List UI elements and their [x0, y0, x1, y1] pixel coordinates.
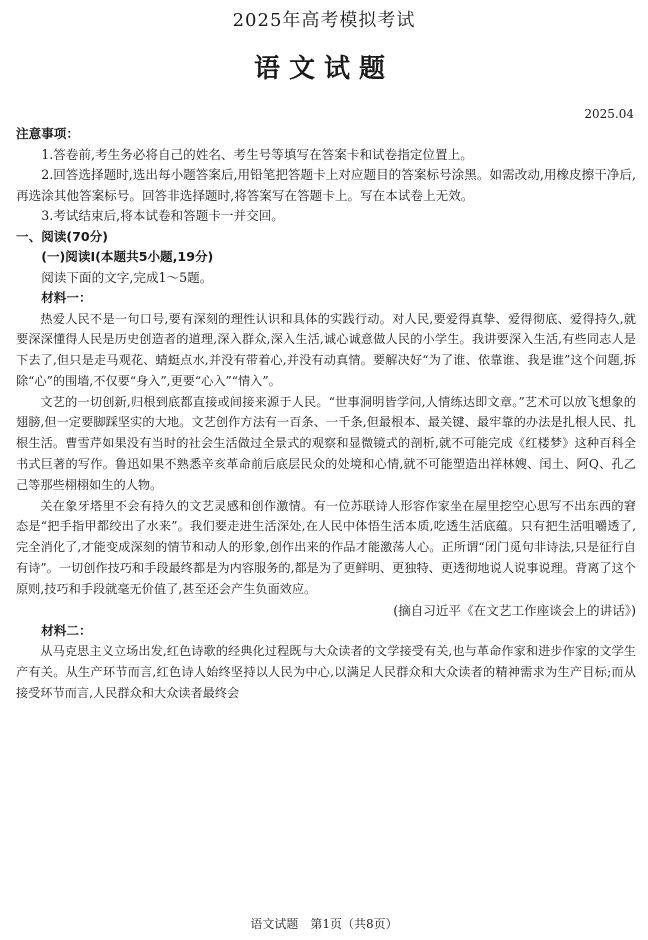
exam-title-main: 语文试题: [253, 54, 394, 84]
note-item: 3.考试结束后,将本试卷和答题卡一并交回。: [41, 208, 284, 223]
notes-heading: 注意事项：: [16, 126, 79, 141]
material1-paragraph: 关在象牙塔里不会有持久的文艺灵感和创作激情。有一位苏联诗人形容作家坐在屋里挖空心思写不出东西的窘态是“把手指甲都绞出了水来”。我们要走进生活深处,在人民中体悟生活本质,吃透生活底蕴。只有把生活咀嚼透了,完全消化了,才能变成深刻的情节和动人的形象,创作出来的作品才能激荡人心。正所谓“闭门觅句非诗法,只是征行自有诗”。一切创作技巧和手段最终都是为内容服务的,都是为了更鲜明、更独特、更透彻地说人说事说理。背离了这个原则,技巧和手段就毫无价值了,甚至还会产生负面效应。: [16, 498, 636, 596]
reading-instruction: 阅读下面的文字,完成1～5题。: [41, 269, 213, 285]
material1-label: 材料一：: [41, 290, 92, 305]
material1-source: (摘自习近平《在文艺工作座谈会上的讲话》): [393, 602, 636, 618]
exam-date: 2025.04: [584, 107, 634, 121]
section-heading: 一、阅读(70分): [16, 228, 109, 244]
subsection-heading: (一)阅读Ⅰ(本题共5小题,19分): [41, 249, 214, 264]
material1-paragraph: 热爱人民不是一句口号,要有深刻的理性认识和具体的实践行动。对人民,要爱得真挚、爱得彻底、爱得持久,就要深深懂得人民是历史创造者的道理,深入群众,深入生活,诚心诚意做人民的小学生。我讲要深入生活,有些同志人是下去了,但只是走马观花、蜻蜓点水,并没有带着心,并没有动真情。要解决好“为了谁、依靠谁、我是谁”这个问题,拆除“心”的围墙,不仅要“身入”,更要“心入”“情入”。: [16, 311, 636, 388]
exam-body: [16, 124, 636, 704]
exam-title-top: 2025年高考模拟考试: [232, 10, 416, 31]
note-item: 1.答卷前,考生务必将自己的姓名、考生号等填写在答案卡和试卷指定位置上。: [41, 146, 473, 162]
note-item: 2.回答选择题时,选出每小题答案后,用铅笔把答题卡上对应题目的答案标号涂黑。如需改动,用橡皮擦干净后,再选涂其他答案标号。回答非选择题时,将答案写在答题卡上。写在本试卷上无效。: [16, 167, 636, 203]
material2-paragraph: 从马克思主义立场出发,红色诗歌的经典化过程既与大众读者的文学接受有关,也与革命作家和进步作家的文学生产有关。从生产环节而言,红色诗人始终坚持以人民为中心,以满足人民群众和大众读者的精神需求为生产目标;而从接受环节而言,人民群众和大众读者最终会: [16, 644, 636, 700]
material1-paragraph: 文艺的一切创新,归根到底都直接或间接来源于人民。“世事洞明皆学问,人情练达即文章。”艺术可以放飞想象的翅膀,但一定要脚踩坚实的大地。文艺创作方法有一百条、一千条,但最根本、最关键、最牢靠的办法是扎根人民、扎根生活。曹雪芹如果没有当时的社会生活做过全景式的观察和显微镜式的剖析,就不可能完成《红楼梦》这种百科全书式巨著的写作。鲁迅如果不熟悉辛亥革命前后底层民众的处境和心情,就不可能塑造出祥林嫂、闰土、阿Q、孔乙己等那些栩栩如生的人物。: [16, 394, 636, 492]
page-footer: 语文试题 第1页（共8页）: [250, 917, 398, 931]
material2-label: 材料二：: [41, 622, 92, 638]
